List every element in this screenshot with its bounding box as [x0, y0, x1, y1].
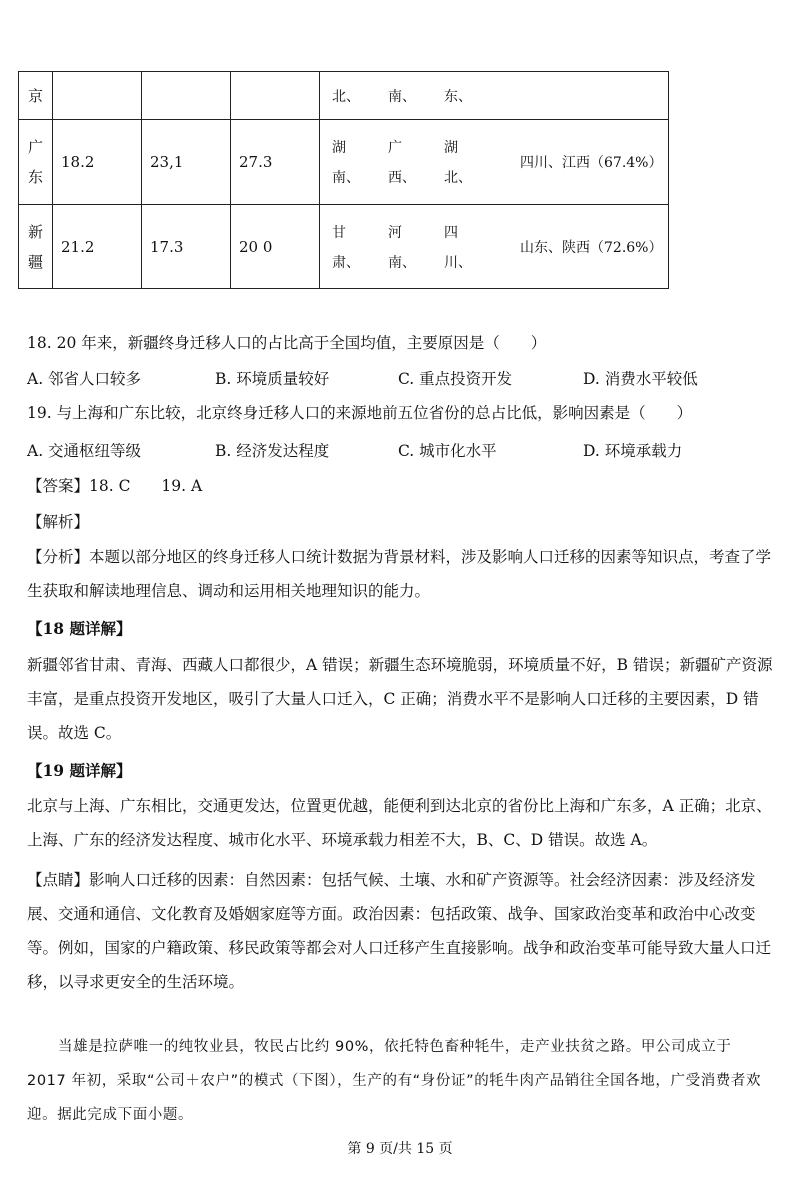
- source-cell: [320, 120, 669, 205]
- table-row: [19, 120, 669, 205]
- detail-18-text: 新疆邻省甘肃、青海、西藏人口都很少，A 错误；新疆生态环境脆弱，环境质量不好，B 错误；新疆矿产资源丰富，是重点投资开发地区，吸引了大量人口迁入，C 正确；消费水平不是影响人口迁移的主要因素，D 错误。故选 C。: [27, 656, 773, 742]
- source-percent: 四川、江西（67.4%）: [520, 155, 663, 171]
- source-name: 广: [388, 140, 402, 156]
- source-name: 北、: [332, 88, 360, 105]
- option-c: C. 重点投资开发: [398, 370, 513, 388]
- question-19-stem: 19. 与上海和广东比较，北京终身迁移人口的来源地前五位省份的总占比低，影响因素是（ ）: [27, 404, 693, 422]
- source-name: 甘: [332, 224, 346, 241]
- migration-table: [18, 71, 669, 289]
- option-d: D. 消费水平较低: [583, 370, 698, 388]
- source-name: 湖: [444, 140, 458, 156]
- source-name: 南、: [388, 254, 416, 271]
- source-name: 湖: [332, 140, 346, 156]
- source-name: 川、: [444, 254, 472, 271]
- source-name: 南、: [332, 170, 360, 186]
- value-cell: [231, 205, 320, 289]
- source-percent: 山东、陕西（72.6%）: [520, 239, 663, 256]
- province-cell: [19, 120, 53, 205]
- page-footer: 第 9 页/共 15 页: [347, 1141, 453, 1157]
- value-cell: 18.2: [53, 120, 142, 205]
- option-d: D. 环境承载力: [583, 442, 683, 460]
- province-cell: 京: [19, 72, 53, 120]
- value-cell: 23,1: [142, 120, 231, 205]
- fenxi-text: 【分析】本题以部分地区的终身迁移人口统计数据为背景材料，涉及影响人口迁移的因素等知识点，考查了学生获取和解读地理信息、调动和运用相关地理知识的能力。: [27, 548, 772, 600]
- option-b: B. 环境质量较好: [215, 370, 330, 388]
- option-a: A. 交通枢纽等级: [27, 442, 142, 460]
- province-cell: [19, 205, 53, 289]
- detail-18-label: 【18 题详解】: [27, 619, 132, 638]
- source-cell: [320, 72, 669, 120]
- value-text: 20 0: [239, 237, 273, 256]
- value-cell: 27.3: [231, 120, 320, 205]
- source-name: 西、: [388, 170, 416, 186]
- option-c: C. 城市化水平: [398, 442, 497, 460]
- table-row: [19, 72, 669, 120]
- source-name: 河: [388, 224, 402, 241]
- value-cell: [231, 72, 320, 120]
- detail-19-text: 北京与上海、广东相比，交通更发达，位置更优越，能便利到达北京的省份比上海和广东多，A 正确；北京、上海、广东的经济发达程度、城市化水平、环境承载力相差不大，B、C、D 错误。故选 A。: [27, 797, 772, 849]
- detail-19-label: 【19 题详解】: [27, 761, 132, 780]
- value-cell: [53, 72, 142, 120]
- province-name: 广东: [27, 138, 43, 186]
- dianjing-text: 【点睛】影响人口迁移的因素：自然因素：包括气候、土壤、水和矿产资源等。社会经济因素：涉及经济发展、交通和通信、文化教育及婚姻家庭等方面。政治因素：包括政策、战争、国家政治变革和政治中心改变等。例如，国家的户籍政策、移民政策等都会对人口迁移产生直接影响。战争和政治变革可能导致大量人口迁移，以寻求更安全的生活环境。: [27, 871, 772, 991]
- option-b: B. 经济发达程度: [215, 442, 330, 460]
- province-name: 新疆: [27, 222, 43, 271]
- answer-line: 【答案】18. C 19. A: [27, 477, 203, 495]
- value-cell: 21.2: [53, 205, 142, 289]
- source-name: 四: [444, 224, 458, 241]
- analysis-label: 【解析】: [27, 513, 90, 531]
- source-name: 肃、: [332, 254, 360, 271]
- source-name: 北、: [444, 170, 472, 186]
- question-18-stem: 18. 20 年来，新疆终身迁移人口的占比高于全国均值，主要原因是（ ）: [27, 334, 547, 352]
- source-name: 南、: [388, 88, 416, 105]
- source-name: 东、: [444, 88, 472, 105]
- option-a: A. 邻省人口较多: [27, 370, 142, 388]
- value-cell: 17.3: [142, 205, 231, 289]
- source-cell: [320, 205, 669, 289]
- material-text: 当雄是拉萨唯一的纯牧业县，牧民占比约 90%，依托特色畜种牦牛，走产业扶贫之路。甲公司成立于 2017 年初，采取“公司＋农户”的模式（下图），生产的有“身份证”的牦牛肉产品销往全国各地，广受消费者欢迎。据此完成下面小题。: [27, 1039, 762, 1123]
- analysis-paragraph: [27, 540, 775, 608]
- value-cell: [142, 72, 231, 120]
- table-row: [19, 205, 669, 289]
